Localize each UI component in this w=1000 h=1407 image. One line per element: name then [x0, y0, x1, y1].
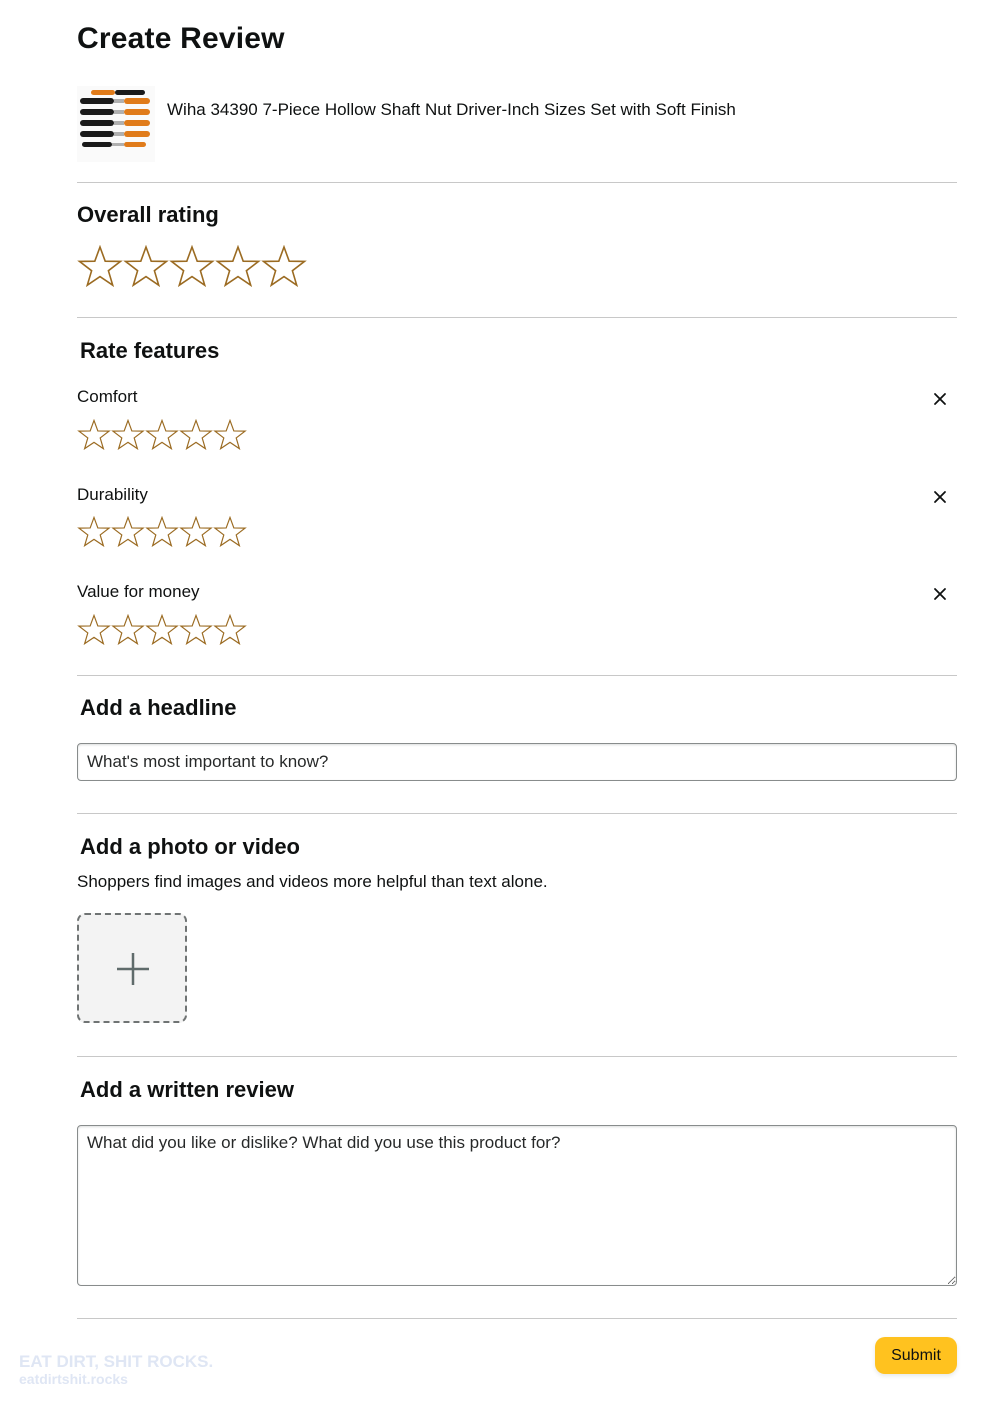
watermark: [19, 1353, 213, 1387]
watermark-line-1: EAT DIRT, SHIT ROCKS.: [19, 1352, 214, 1371]
star-5[interactable]: [261, 245, 307, 287]
value-for-money-rating-stars: [77, 614, 247, 645]
divider: [77, 813, 957, 814]
rate-features-title: Rate features: [80, 338, 220, 363]
divider: [77, 675, 957, 676]
add-media-button[interactable]: [77, 913, 187, 1023]
star-1[interactable]: [77, 419, 111, 450]
star-4[interactable]: [179, 516, 213, 547]
divider: [77, 1056, 957, 1057]
star-3[interactable]: [145, 516, 179, 547]
product-name: Wiha 34390 7-Piece Hollow Shaft Nut Driver-Inch Sizes Set with Soft Finish: [167, 100, 736, 119]
remove-comfort-button[interactable]: [930, 389, 950, 409]
feature-label-durability: Durability: [77, 485, 148, 504]
nut-driver-set-image: [77, 86, 155, 162]
remove-durability-button[interactable]: [930, 487, 950, 507]
star-2[interactable]: [123, 245, 169, 287]
star-5[interactable]: [213, 614, 247, 645]
product-summary: [77, 86, 957, 166]
star-5[interactable]: [213, 419, 247, 450]
submit-button[interactable]: Submit: [875, 1337, 957, 1374]
watermark-line-2: eatdirtshit.rocks: [19, 1370, 128, 1387]
overall-rating-title: Overall rating: [77, 202, 219, 227]
star-4[interactable]: [179, 614, 213, 645]
written-review-title: Add a written review: [80, 1077, 294, 1102]
feature-label-value-for-money: Value for money: [77, 582, 200, 601]
star-1[interactable]: [77, 614, 111, 645]
star-1[interactable]: [77, 245, 123, 287]
star-5[interactable]: [213, 516, 247, 547]
star-3[interactable]: [169, 245, 215, 287]
star-1[interactable]: [77, 516, 111, 547]
photo-video-description: Shoppers find images and videos more helpful than text alone.: [77, 872, 548, 891]
star-2[interactable]: [111, 419, 145, 450]
divider: [77, 182, 957, 183]
durability-rating-stars: [77, 516, 247, 547]
close-icon: [930, 584, 950, 604]
headline-input[interactable]: [77, 743, 957, 781]
overall-rating-stars: [77, 245, 307, 287]
star-2[interactable]: [111, 614, 145, 645]
star-4[interactable]: [179, 419, 213, 450]
remove-value-for-money-button[interactable]: [930, 584, 950, 604]
divider: [77, 1318, 957, 1319]
star-2[interactable]: [111, 516, 145, 547]
star-4[interactable]: [215, 245, 261, 287]
feature-label-comfort: Comfort: [77, 387, 138, 406]
close-icon: [930, 487, 950, 507]
star-3[interactable]: [145, 614, 179, 645]
divider: [77, 317, 957, 318]
photo-video-title: Add a photo or video: [80, 834, 300, 859]
star-3[interactable]: [145, 419, 179, 450]
close-icon: [930, 389, 950, 409]
written-review-textarea[interactable]: [77, 1125, 957, 1286]
headline-title: Add a headline: [80, 695, 237, 720]
plus-icon: [116, 952, 150, 986]
comfort-rating-stars: [77, 419, 247, 450]
page-title: Create Review: [77, 22, 285, 55]
